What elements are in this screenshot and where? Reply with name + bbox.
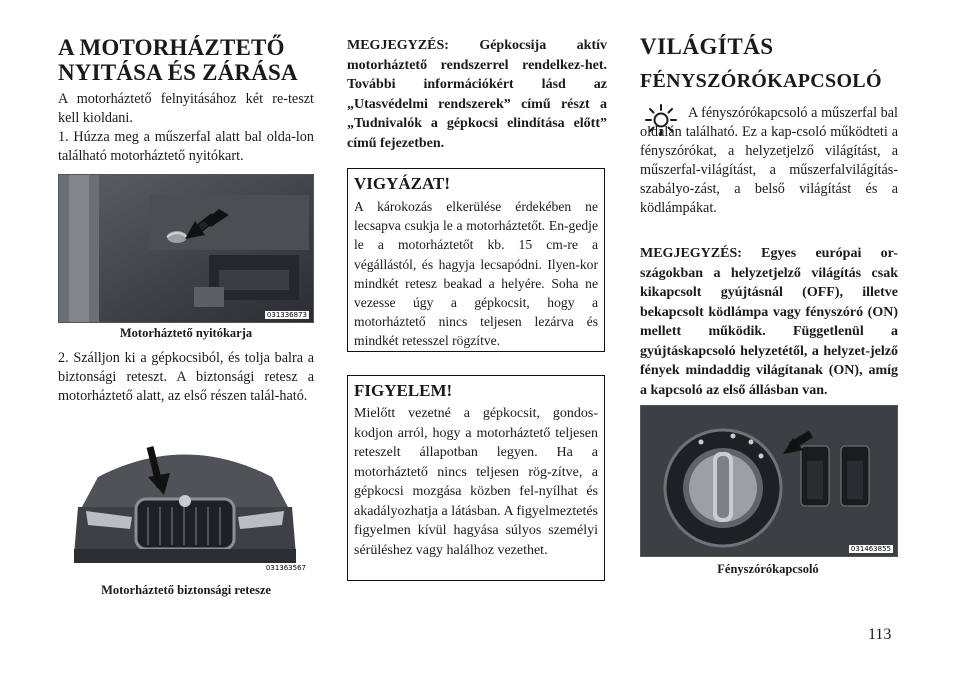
page-number: 113 (868, 626, 892, 643)
title-line-2: NYITÁSA ÉS ZÁRÁSA (58, 60, 298, 85)
figure-caption: Motorháztető nyitókarja (119, 326, 253, 340)
title-line-1: A MOTORHÁZTETŐ (58, 35, 285, 60)
caution-text: A károkozás elkerülése érdekében ne lecsapva csukja le a motorháztetőt. En-gedje le a motorháztetőt kb. 15 cm-re a végállástól, és hagyja lecsapódni. Ilyen-kor mindkét retesz beakad a helyére. Soha ne vezesse úgy a gépkocsit, hogy a motorháztető nincs teljesen lezárva és mindkét retesszel rögzítve. (354, 199, 598, 349)
figure-code: 031336873 (266, 311, 307, 319)
warning-title: FIGYELEM! (354, 381, 453, 400)
figure-code: 031363567 (265, 564, 306, 572)
intro-paragraph: A motorháztető felnyitásához két re-teszt kell kioldani. (58, 91, 314, 126)
note-paragraph: MEGJEGYZÉS: Gépkocsija aktív motorháztető rendszerrel rendelkez-het. További információkért lásd az „Utasvédelmi rendszerek” című részt a „Tudnivalók a gépkocsi elindítása előtt” című fejezetben. (347, 38, 607, 151)
headlight-switch-photo (640, 405, 898, 557)
step-2-paragraph: 2. Szálljon ki a gépkocsiból, és tolja balra a biztonsági reteszt. A biztonsági retesz a motorháztető alatt, az első részen talál-ható. (58, 350, 314, 404)
subsection-title: FÉNYSZÓRÓKAPCSOLÓ (640, 70, 882, 92)
hood-release-lever-illustration (59, 175, 313, 322)
figure-code: 031463855 (850, 545, 891, 553)
caution-box (347, 168, 605, 352)
warning-box (347, 375, 605, 581)
caution-title: VIGYÁZAT! (354, 174, 451, 193)
lights-note-paragraph: MEGJEGYZÉS: Egyes európai or-szágokban a helyzetjelző világítás csak kikapcsolt gyújtásnál (OFF), illetve bekapcsolt ködlámpa vagy fényszóró (ON) mellett működik. Függetlenül a gyújtáskapcsoló helyzetétől, a helyzet-jelző fények mindaddig világítanak (ON), amíg a kapcsoló az első állásban van. (640, 246, 898, 398)
hood-release-lever-photo (58, 174, 314, 323)
page-title (58, 35, 314, 85)
figure-caption: Fényszórókapcsoló (717, 562, 819, 576)
headlight-switch-illustration (641, 406, 897, 556)
lights-intro-paragraph: A fényszórókapcsoló a műszerfal bal oldalán található. Ez a kap-csoló működteti a fényszórókat, a helyzetjelző világítást, a műszerfal-világítást, a műszerfalvilágítás-szabályo-zást, a belső világítást és a ködlámpákat. (640, 105, 898, 216)
car-front-illustration (58, 437, 312, 575)
section-title: VILÁGÍTÁS (640, 34, 774, 59)
warning-text: Mielőtt vezetné a gépkocsit, gondos-kodjon arról, hogy a motorháztető teljesen reteszelt állapotban legyen. Ha a motorháztető nincs teljesen rög-zítve, a gépkocsi mozgása közben fel-nyílhat és akadályozhatja a látásban. A figyelmeztetés figyelmen kívül hagyása súlyos személyi sérüléshez vagy halálhoz vezethet. (354, 406, 598, 558)
figure-caption: Motorháztető biztonsági retesze (101, 583, 271, 597)
hood-safety-latch-photo (58, 437, 312, 575)
step-1-paragraph: 1. Húzza meg a műszerfal alatt bal olda-lon található motorháztető nyitókart. (58, 129, 314, 164)
